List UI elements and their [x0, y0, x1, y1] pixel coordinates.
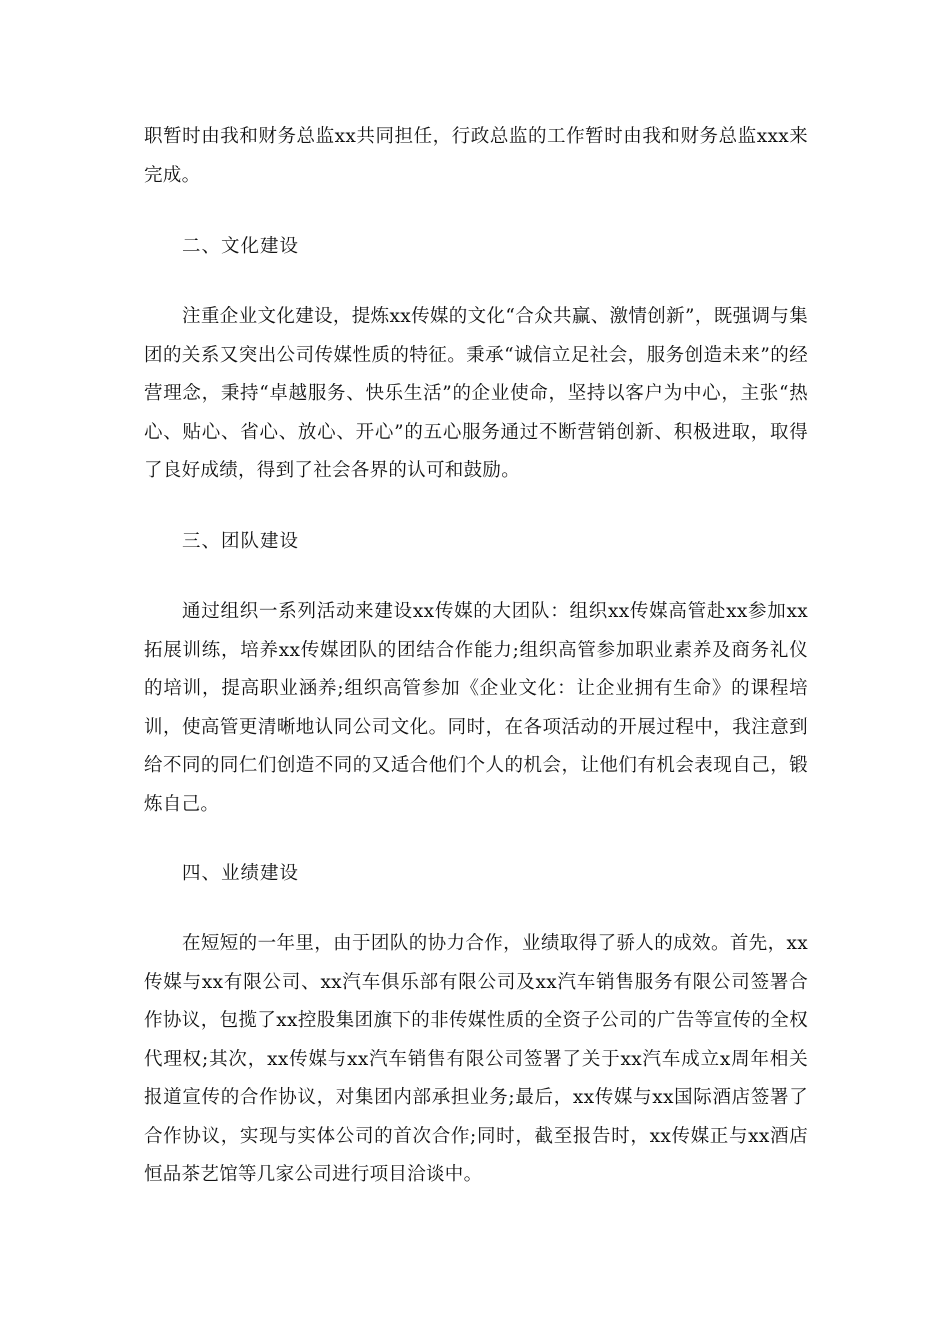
- paragraph-text: 注重企业文化建设，提炼xx传媒的文化“合众共赢、激情创新”，既强调与集团的关系又突出公司传媒性质的特征。秉承“诚信立足社会，服务创造未来”的经营理念，秉持“卓越服务、快乐生活”的企业使命，坚持以客户为中心，主张“热心、贴心、省心、放心、开心”的五心服务通过不断营销创新、积极进取，取得了良好成绩，得到了社会各界的认可和鼓励。: [144, 306, 808, 481]
- paragraph-text: 在短短的一年里，由于团队的协力合作，业绩取得了骄人的成效。首先，xx传媒与xx有限公司、xx汽车俱乐部有限公司及xx汽车销售服务有限公司签署合作协议，包揽了xx控股集团旗下的非传媒性质的全资子公司的广告等宣传的全权代理权;其次，xx传媒与xx汽车销售有限公司签署了关于xx汽车成立x周年相关报道宣传的合作协议，对集团内部承担业务;最后，xx传媒与xx国际酒店签署了合作协议，实现与实体公司的首次合作;同时，截至报告时，xx传媒正与xx酒店恒品茶艺馆等几家公司进行项目洽谈中。: [144, 933, 808, 1185]
- section-heading-performance: 四、业绩建设: [182, 863, 300, 884]
- section-heading-team: 三、团队建设: [182, 531, 300, 552]
- paragraph-text: 通过组织一系列活动来建设xx传媒的大团队：组织xx传媒高管赴xx参加xx拓展训练，培养xx传媒团队的团结合作能力;组织高管参加职业素养及商务礼仪的培训，提高职业涵养;组织高管参加《企业文化：让企业拥有生命》的课程培训，使高管更清晰地认同公司文化。同时，在各项活动的开展过程中，我注意到给不同的同仁们创造不同的又适合他们个人的机会，让他们有机会表现自己，锻炼自己。: [144, 601, 808, 815]
- paragraph-performance: [144, 925, 808, 1195]
- paragraph-continuation: [144, 118, 808, 195]
- paragraph-team: [144, 593, 808, 824]
- paragraph-culture: [144, 298, 808, 491]
- section-heading-culture: 二、文化建设: [182, 236, 300, 257]
- paragraph-text: 职暂时由我和财务总监xx共同担任，行政总监的工作暂时由我和财务总监xxx来完成。: [144, 126, 808, 186]
